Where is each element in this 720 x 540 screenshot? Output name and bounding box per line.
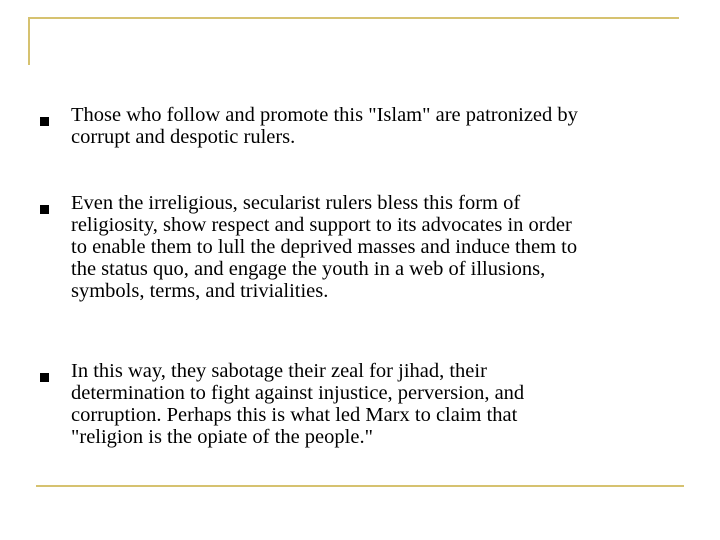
bullet-text: In this way, they sabotage their zeal for jihad, their determination to fight against injustice, perversion, and corruption. Perhaps this is what led Marx to claim that "religion is the opiate of the people.": [71, 360, 525, 448]
bullet-text: Those who follow and promote this "Islam" are patronized by corrupt and despotic rulers.: [71, 104, 578, 148]
bullet-text: Even the irreligious, secularist rulers bless this form of religiosity, show respect and support to its advocates in order to enable them to lull the deprived masses and induce them to the status quo, and engage the youth in a web of illusions, symbols, terms, and trivialities.: [71, 192, 578, 302]
square-bullet-icon: [40, 205, 49, 214]
left-rule: [28, 17, 30, 65]
top-rule: [28, 17, 679, 19]
square-bullet-icon: [40, 373, 49, 382]
bottom-rule: [36, 485, 684, 487]
square-bullet-icon: [40, 117, 49, 126]
